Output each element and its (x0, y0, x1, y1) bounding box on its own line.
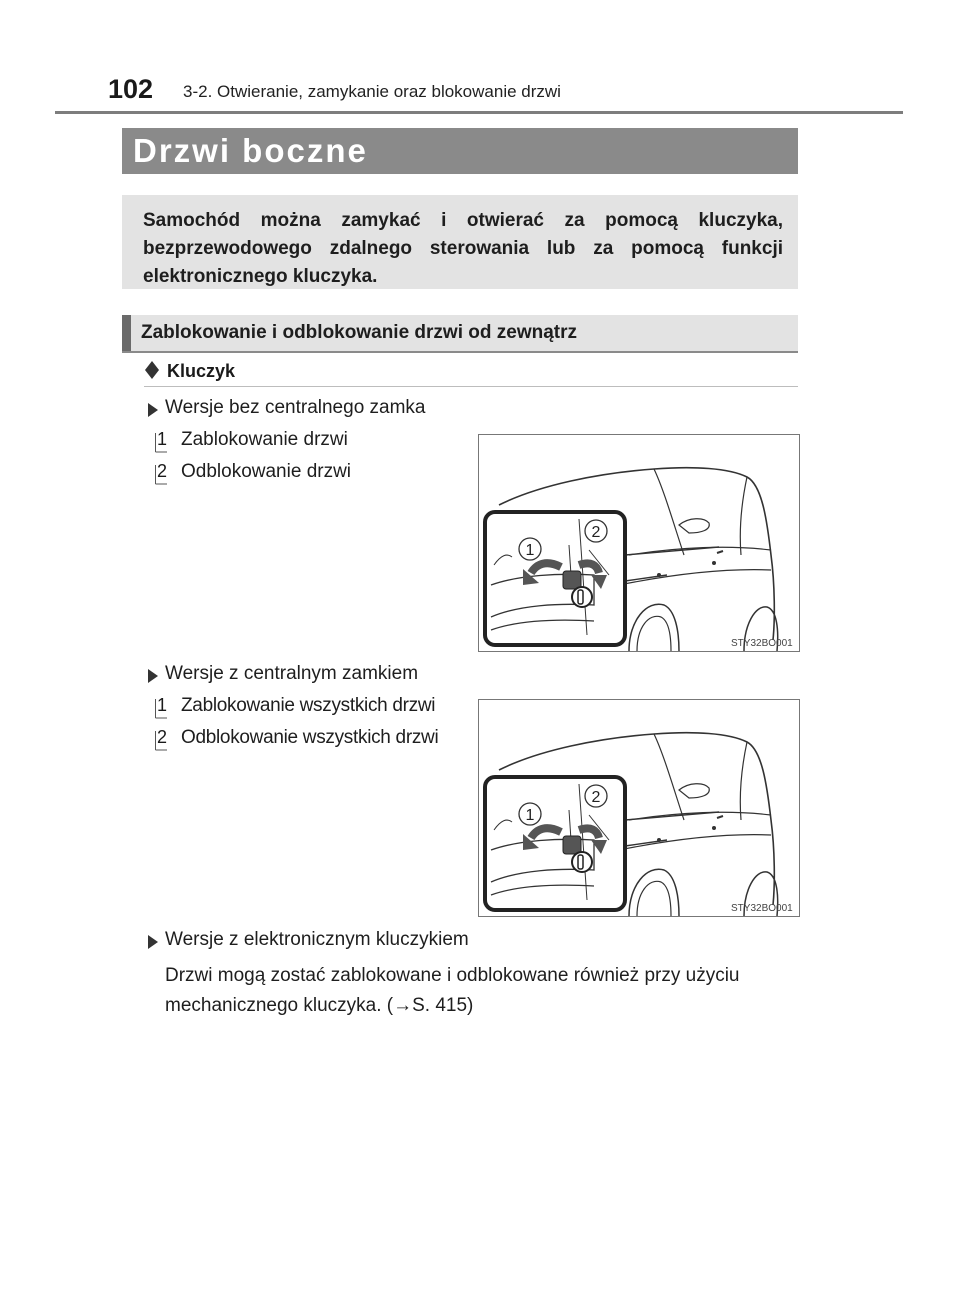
variant-label: Wersje z elektronicznym kluczykiem (165, 929, 469, 950)
intro-text: Samochód można zamykać i otwierać za pomocą kluczyka, bezprzewodowego zdalnego sterowania lub za pomocą funkcji elektronicznego kluczyka. (143, 210, 783, 287)
page-reference: S. 415 (412, 995, 468, 1016)
item-number: 1 (157, 429, 168, 449)
page-number: 102 (108, 74, 154, 104)
key-lock-figure (478, 434, 800, 652)
variant-label: Wersje z centralnym zamkiem (165, 663, 419, 684)
subsection-underline (122, 351, 798, 353)
arrow-bullet-icon (147, 402, 159, 418)
diamond-bullet-icon (144, 360, 160, 380)
arrow-bullet-icon (147, 934, 159, 950)
item-text: Odblokowanie drzwi (181, 461, 352, 482)
body-text-end: ) (467, 995, 474, 1016)
item-number: 2 (157, 461, 168, 481)
figure-callout-1: 1 (525, 542, 535, 559)
figure-code: STY32BO001 (731, 903, 793, 914)
body-text: Drzwi mogą zostać zablokowane i odblokowane również przy użyciu mechanicznego kluczyka. ( (165, 965, 740, 1016)
subsection-accent (122, 315, 131, 351)
item-text: Odblokowanie wszystkich drzwi (181, 727, 439, 748)
car-door-illustration (479, 700, 799, 916)
figure-callout-2: 2 (591, 789, 601, 806)
figure-callout-2: 2 (591, 524, 601, 541)
figure-callout-1: 1 (525, 807, 535, 824)
item-number: 1 (157, 695, 168, 715)
section-title: Drzwi boczne (133, 132, 368, 169)
subsection-title: Zablokowanie i odblokowanie drzwi od zewnątrz (141, 322, 577, 343)
running-header: 3-2. Otwieranie, zamykanie oraz blokowanie drzwi (183, 82, 561, 101)
item-text: Zablokowanie drzwi (181, 429, 348, 450)
key-lock-figure (478, 699, 800, 917)
header-rule (55, 111, 903, 114)
body-paragraph (165, 961, 805, 1021)
arrow-bullet-icon (147, 668, 159, 684)
key-heading-rule (144, 386, 798, 387)
variant-label: Wersje bez centralnego zamka (165, 397, 426, 418)
item-text: Zablokowanie wszystkich drzwi (181, 695, 436, 716)
figure-code: STY32BO001 (731, 638, 793, 649)
car-door-illustration (479, 435, 799, 651)
key-heading: Kluczyk (167, 361, 236, 381)
arrow-symbol: → (393, 995, 413, 1016)
item-number: 2 (157, 727, 168, 747)
